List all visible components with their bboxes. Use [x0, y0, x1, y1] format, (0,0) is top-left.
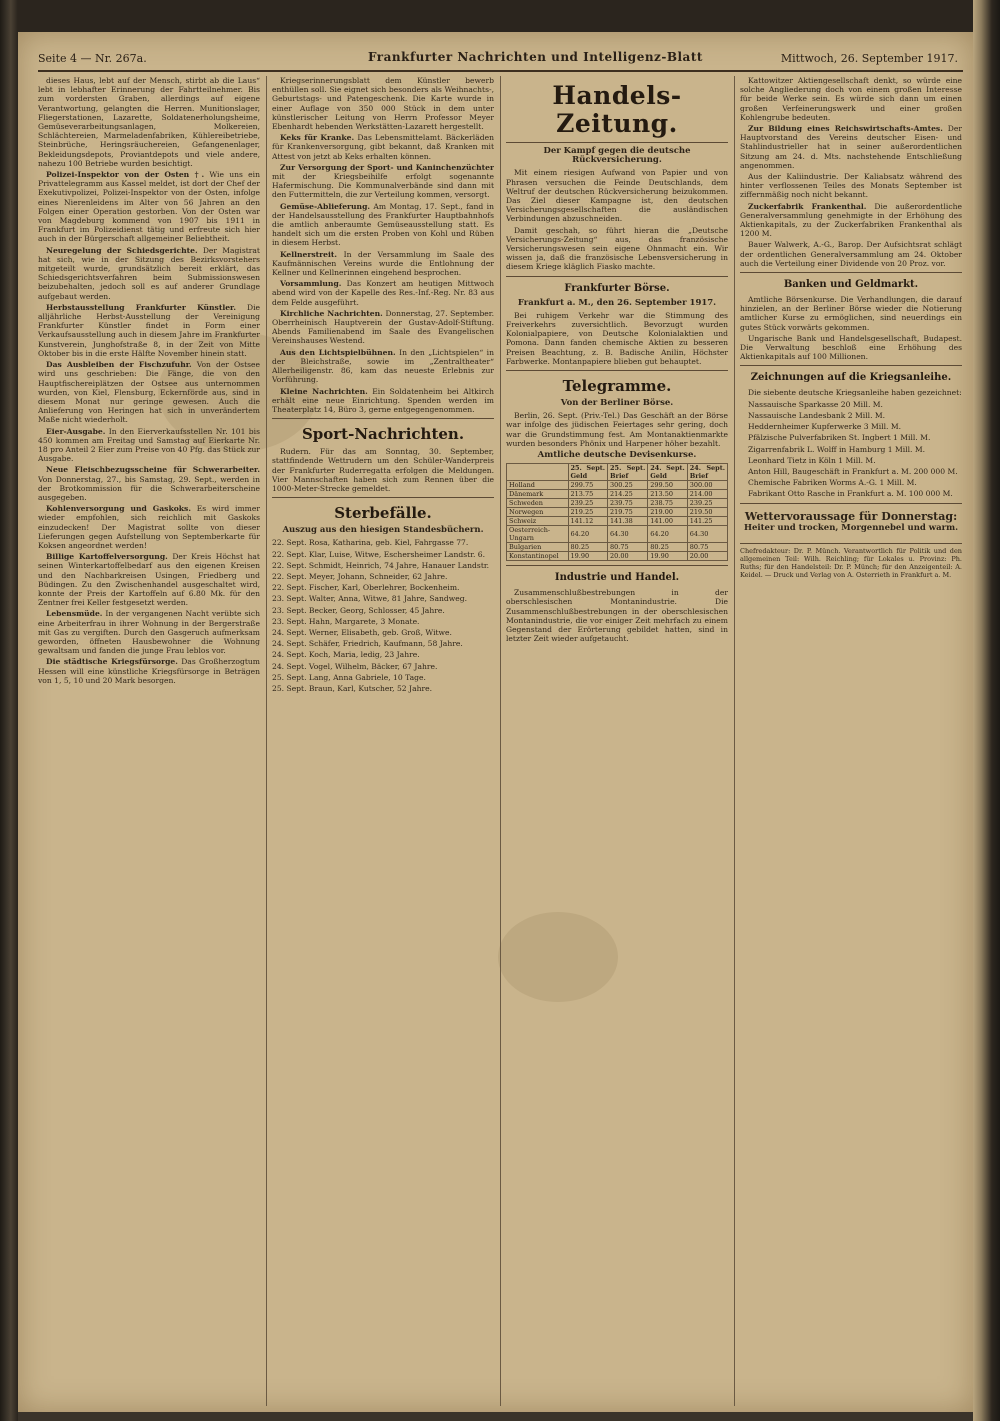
table-cell: 80.75: [687, 543, 727, 552]
list-item: Anton Hill, Baugeschäft in Frankfurt a. M. 200 000 M.: [748, 466, 958, 476]
table-row: [507, 526, 728, 543]
article-text: Das Konzert am heutigen Mittwoch abend wird von der Kapelle des Res.-Inf.-Reg. Nr. 83 aus dem Felde ausgeführt.: [272, 279, 494, 307]
article-paragraph: [38, 360, 260, 424]
table-cell: Holland: [507, 481, 569, 490]
book-binding: [0, 0, 18, 1421]
death-notice: 24. Sept. Koch, Maria, ledig, 23 Jahre.: [272, 650, 420, 660]
article-text: Bauer Walwerk, A.-G., Barop. Der Aufsichtsrat schlägt der ordentlichen Generalversammlung am 24. Oktober auch die Verteilung einer Dividende von 20 Proz. vor.: [740, 240, 962, 268]
section-rule: [506, 565, 728, 566]
table-body: [507, 481, 728, 561]
death-notice: 22. Sept. Klar, Luise, Witwe, Eschersheimer Landstr. 6.: [272, 549, 486, 559]
table-cell: Oesterreich-Ungarn: [507, 526, 569, 543]
death-notice: 22. Sept. Rosa, Katharina, geb. Kiel, Fahrgasse 77.: [272, 538, 469, 548]
table-cell: 141.00: [648, 517, 688, 526]
article-text: Kriegserinnerungsblatt dem Künstler bewerb enthüllen soll. Sie eignet sich besonders als Weihnachts-, Geburtstags- und Patengeschenk. Die Karte wurde in einer Auflage von 350 000 Stück in dem unter künstlerischer Leitung von Herrn Professor Meyer Ebenhardt hebenden Werkstätten-Lazarett hergestellt.: [272, 76, 494, 132]
article-heading: Billige Kartoffelversorgung.: [46, 552, 168, 562]
article-text: Am Montag, 17. Sept., fand in der Handelsausstellung des Frankfurter Hauptbahnhofs die amtlich anberaumte Gemüseausstellung statt. Es handelt sich um die ersten Proben von Kohl und Rüben in diesem Herbst.: [272, 201, 494, 248]
article-heading: Kellnerstreit.: [280, 249, 338, 259]
article-paragraph: [38, 170, 260, 244]
article-heading: Aus den Lichtspielbühnen.: [280, 347, 396, 357]
article-paragraph: [272, 348, 494, 385]
table-cell: 64.30: [608, 526, 648, 543]
newspaper-page: [18, 32, 973, 1412]
section-rule: [506, 370, 728, 371]
article-paragraph: [272, 250, 494, 278]
table-cell: 300.25: [608, 481, 648, 490]
table-row: [507, 490, 728, 499]
section-rule: [506, 142, 728, 143]
page-number: Seite 4 — Nr. 267a.: [38, 52, 147, 65]
article-heading: Kirchliche Nachrichten.: [280, 308, 383, 318]
telegrams-section-title: Telegramme.: [562, 377, 672, 396]
table-cell: Konstantinopel: [507, 552, 569, 561]
masthead: Frankfurter Nachrichten und Intelligenz-Blatt: [368, 50, 703, 64]
table-cell: 214.00: [687, 490, 727, 499]
article-paragraph: [272, 279, 494, 307]
column-local-news: [38, 76, 260, 1406]
exchange-section-title: Frankfurter Börse.: [564, 282, 670, 294]
article-heading: Lebensmüde.: [46, 609, 103, 619]
article-text: dieses Haus, lebt auf der Mensch, stirbt ab die Laus“ lebt in lebhafter Erinnerung der Fahrtteilnehmer. Bis zum vordersten Graben, allerdings auf eigene Verantwortung, gelangten die Herren. Munitionslager, Fliegerstationen, Lazarette, Soldatenerholungsheime, Gemüseverarbeitungsanlagen, Molkereien, Schlächtereien, Marmeladenfabriken, Kühlereibetriebe, Steinbrüche, Heringsräuchereien, Gefangenenlager, Bekleidungsdepots, Proviantdepots und viele andere, nahezu 100 Betriebe wurden besichtigt.: [38, 76, 260, 168]
death-notice: 22. Sept. Schmidt, Heinrich, 74 Jahre, Hanauer Landstr.: [272, 560, 490, 570]
scan-right-edge: [973, 0, 1000, 1421]
deaths-list: [272, 538, 494, 693]
article-heading: Keks für Kranke.: [280, 133, 355, 143]
article-text: Rudern. Für das am Sonntag, 30. September, stattfindende Wettrudern um den Schüler-Wanderpreis der Frankfurter Ruderregatta erfolgen die Meldungen. Vier Mannschaften haben sich zum Rennen über die 1000-Meter-Strecke gemeldet.: [272, 447, 494, 493]
article-paragraph: [272, 163, 494, 200]
list-item: Heddernheimer Kupferwerke 3 Mill. M.: [748, 422, 902, 432]
article-text: Die außerordentliche Generalversammlung genehmigte in der Erhöhung des Aktienkapitals, zu der Zuckerfabriken Frankenthal als 1200 M.: [740, 201, 962, 239]
death-notice: 22. Sept. Meyer, Johann, Schneider, 62 Jahre.: [272, 571, 448, 581]
article-heading: Vorsammlung.: [280, 279, 342, 289]
article-paragraph: [272, 202, 494, 248]
article-heading: Zur Bildung eines Reichswirtschafts-Amtes.: [748, 124, 943, 134]
table-cell: 300.00: [687, 481, 727, 490]
death-notice: 23. Sept. Hahn, Margarete, 3 Monate.: [272, 616, 420, 626]
table-row: [507, 499, 728, 508]
deaths-subtitle: Auszug aus den hiesigen Standesbüchern.: [282, 525, 484, 536]
war-loan-list: [740, 388, 962, 498]
table-cell: 80.75: [608, 543, 648, 552]
banking-section-title: Banken und Geldmarkt.: [783, 279, 919, 291]
page-header: [38, 46, 958, 68]
article-heading: Kleine Nachrichten.: [280, 386, 368, 396]
article-heading: Das Ausbleiben der Fischzufuhr.: [46, 360, 192, 370]
article-text: Zusammenschlußbestrebungen in der oberschlesischen Montanindustrie. Die Zusammenschlußbestrebungen in der oberschlesischen Montanindustrie, die vor einiger Zeit mehrfach zu einem Gegenstand der Erörterung gebildet hatten, sind in letzter Zeit wieder aufgetaucht.: [506, 588, 728, 644]
column-divider: [734, 76, 735, 1406]
article-text: Ungarische Bank und Handelsgesellschaft, Budapest. Die Verwaltung beschloß eine Erhöhung des Aktienkapitals auf 100 Millionen.: [740, 333, 962, 362]
table-cell: 20.00: [608, 552, 648, 561]
table-row: [507, 481, 728, 490]
article-text: Damit geschah, so führt hieran die „Deutsche Versicherungs-Zeitung“ aus, das französische Versicherungswesen sein eigene Ohnmacht ein. Wir wissen ja, daß die französische Lebensversicherung in diesem Kriege kläglich Fiasko machte.: [506, 225, 728, 272]
column-commerce: [506, 76, 728, 1406]
article-text: Das Großherzogtum Hessen will eine künstliche Kriegsfürsorge in Beträgen von 1, 5, 10 und 20 Mark besorgen.: [38, 657, 260, 685]
imprint: Chefredakteur: Dr. P. Münch. Verantwortlich für Politik und den allgemeinen Teil: Wilh. Reichling; für Lokales u. Provinz: Ph. Ruths; für den Handelsteil: Dr. P. Münch; für den Anzeigenteil: A. Keidel. — Druck und Verlag von A. Osterrieth in Frankfurt a. M.: [740, 543, 962, 579]
section-rule: [740, 365, 962, 366]
table-header-cell: 25. Sept. Brief: [608, 464, 648, 481]
weather-forecast-title: Wettervoraussage für Donnerstag:: [744, 509, 958, 523]
table-cell: 219.00: [648, 508, 688, 517]
article-text: Die alljährliche Herbst-Ausstellung der Vereinigung Frankfurter Künstler findet in Form einer Verkaufsausstellung auch in diesem Jahre im Frankfurter Kunstverein, Junghofstraße 8, in der Zeit von Mitte Oktober bis in die erste Hälfte November hinein statt.: [38, 302, 260, 358]
article-text: In den „Lichtspielen“ in der Bleichstraße, sowie im „Zentraltheater“ Allerheiligenstr. 86, kam das neueste Erlebnis zur Vorführung.: [272, 347, 494, 385]
article-paragraph: [272, 133, 494, 161]
article-paragraph: [38, 303, 260, 358]
table-cell: 20.00: [687, 552, 727, 561]
section-rule: [506, 276, 728, 277]
column-divider: [500, 76, 501, 1406]
table-cell: 219.75: [608, 508, 648, 517]
table-cell: 239.75: [608, 499, 648, 508]
article-paragraph: [272, 309, 494, 346]
table-row: [507, 517, 728, 526]
death-notice: 24. Sept. Schäfer, Friedrich, Kaufmann, 58 Jahre.: [272, 639, 463, 649]
table-cell: 64.20: [648, 526, 688, 543]
table-cell: 64.20: [568, 526, 608, 543]
currency-rates-table: [506, 463, 728, 561]
article-paragraph: [272, 387, 494, 415]
article-paragraph: [38, 427, 260, 464]
article-heading: Polizei-Inspektor von der Osten †.: [46, 170, 205, 180]
table-cell: 213.75: [568, 490, 608, 499]
table-cell: 299.75: [568, 481, 608, 490]
article-text: Ein Soldatenheim bei Altkirch erhält eine neue Einrichtung. Spenden werden im Theaterplatz 14, Büro 3, gerne entgegengenommen.: [272, 386, 494, 414]
table-cell: 239.25: [568, 499, 608, 508]
death-notice: 25. Sept. Lang, Anna Gabriele, 10 Tage.: [272, 672, 426, 682]
death-notice: 23. Sept. Walter, Anna, Witwe, 81 Jahre, Sandweg.: [272, 594, 468, 604]
table-header-row: [507, 464, 728, 481]
article-text: Von Donnerstag, 27., bis Samstag, 29. Sept., werden in der Brotkommission für die Schwerarbeiterscheine ausgegeben.: [38, 474, 260, 502]
table-cell: Schweden: [507, 499, 569, 508]
table-cell: 299.50: [648, 481, 688, 490]
table-cell: Dänemark: [507, 490, 569, 499]
death-notice: 25. Sept. Braun, Karl, Kutscher, 52 Jahre.: [272, 683, 433, 693]
table-cell: 19.90: [568, 552, 608, 561]
article-text: In der vergangenen Nacht verübte sich eine Arbeiterfrau in ihrer Wohnung in der Bergerstraße mit Gas zu vergiften. Durch den Gasgeruch aufmerksam geworden, öffneten Hausbewohner die Wohnung gewaltsam und fanden die junge Frau leblos vor.: [38, 609, 260, 656]
article-text: Es wird immer wieder empfohlen, sich reichlich mit Gaskoks einzudecken! Der Magistrat sollte von dieser Lieferungen gegen Aufstellung von Septemberkarte für Koksen angeordnet werden!: [38, 504, 260, 550]
article-heading: Zuckerfabrik Frankenthal.: [748, 201, 867, 211]
article-text: Das Lebensmittelamt. Bäckerläden für Krankenversorgung, gibt bekannt, daß Kranken mit Attest von jetzt ab Keks erhalten können.: [272, 133, 494, 161]
table-cell: Schweiz: [507, 517, 569, 526]
article-text: Der Hauptvorstand des Vereins deutscher Eisen- und Stahlindustrieller hat in seiner außerordentlichen Sitzung am 24. d. Mts. nachstehende Entschließung angenommen.: [740, 124, 962, 170]
article-heading: Neuregelung der Schiedsgerichte.: [46, 245, 198, 255]
article-heading: Der Kampf gegen die deutsche Rückversicherung.: [543, 146, 691, 166]
table-cell: 141.25: [687, 517, 727, 526]
table-header-cell: 24. Sept. Geld: [648, 464, 688, 481]
death-notice: 23. Sept. Becker, Georg, Schlosser, 45 Jahre.: [272, 605, 445, 615]
table-header-cell: 25. Sept. Geld: [568, 464, 608, 481]
header-rule: [38, 70, 963, 72]
table-cell: 141.12: [568, 517, 608, 526]
article-heading: Zur Versorgung der Sport- und Kaninchenzüchter: [280, 162, 494, 172]
section-rule: [272, 418, 494, 419]
article-text: Amtliche Börsenkurse. Die Verhandlungen, die darauf hinzielen, an der Berliner Börse wieder die Notierung amtlicher Kurse zu ermöglichen, sind neuerdings ein gutes Stück vorwärts gekommen.: [740, 295, 962, 332]
issue-date: Mittwoch, 26. September 1917.: [780, 52, 958, 65]
article-paragraph: [740, 202, 962, 239]
article-text: mit der Kriegsbeihilfe erfolgt sogenannte Hafermischung. Die Kommunalverbände sind dann mit den Futtermitteln, die zur Verteilung kommen, versorgt.: [272, 172, 494, 200]
list-item: Die siebente deutsche Kriegsanleihe haben gezeichnet:: [748, 388, 962, 398]
article-text: In den Eierverkaufsstellen Nr. 101 bis 450 kommen am Freitag und Samstag auf Eierkarte Nr. 18 pro Anteil 2 Eier zum Preise von 40 Pfg. das Stück zur Ausgabe.: [38, 426, 260, 464]
article-heading: Neue Fleischbezugsscheine für Schwerarbeiter.: [46, 465, 260, 475]
list-item: Chemische Fabriken Worms A.-G. 1 Mill. M.: [748, 478, 917, 488]
column-misc-news: [272, 76, 494, 1406]
table-cell: Norwegen: [507, 508, 569, 517]
industry-section-title: Industrie und Handel.: [554, 572, 680, 584]
article-text: Von der Ostsee wird uns geschrieben: Die Fänge, die von den Hauptfischereiplätzen der Ostsee aus unternommen wurden, von Kiel, Flensburg, Eckernförde aus, sind in diesem Monat nur geringe gewesen. Auch die Anlieferung von Heringen hat sich in unverändertem Maße nicht wiederholt.: [38, 360, 260, 425]
article-paragraph: [38, 465, 260, 502]
table-cell: 219.50: [687, 508, 727, 517]
article-paragraph: [38, 657, 260, 685]
article-heading: Die städtische Kriegsfürsorge.: [46, 657, 178, 667]
weather-forecast-text: Heiter und trocken, Morgennebel und warm.: [743, 522, 959, 533]
section-rule: [272, 497, 494, 498]
article-heading: Kohlenversorgung und Gaskoks.: [46, 504, 191, 514]
article-paragraph: [38, 552, 260, 607]
article-text: Berlin, 26. Sept. (Priv.-Tel.) Das Geschäft an der Börse war infolge des jüdischen Feiertages sehr gering, doch war die Grundstimmung fest. Am Montanaktienmarkte wurden besonders Phönix und Harpener höher bezahlt.: [506, 411, 728, 448]
table-cell: Bulgarien: [507, 543, 569, 552]
table-cell: 64.30: [687, 526, 727, 543]
list-item: Leonhard Tietz in Köln 1 Mill. M.: [748, 455, 876, 465]
table-cell: 214.25: [608, 490, 648, 499]
table-cell: 239.25: [687, 499, 727, 508]
table-row: [507, 508, 728, 517]
list-item: Fabrikant Otto Rasche in Frankfurt a. M. 100 000 M.: [748, 489, 953, 499]
article-text: Kattowitzer Aktiengesellschaft denkt, so würde eine solche Angliederung doch von einem großen Interesse für beide Werke sein. Es würde sich dann um einen großen Verfeinerungswerk und einer großen Kohlengrube bedeuten.: [740, 76, 962, 122]
column-divider: [266, 76, 267, 1406]
list-item: Nassauische Sparkasse 20 Mill. M.: [748, 399, 883, 409]
article-paragraph: [38, 504, 260, 550]
article-text: Wie uns ein Privattelegramm aus Kassel meldet, ist dort der Chef der Exekutivpolizei, Polizei-Inspektor von der Osten, infolge eines Nierenleidens im Alter von 56 Jahren an den Folgen einer Operation gestorben. Von der Osten war von Magdeburg kommend von 1907 bis 1911 in Frankfurt im Polizeidienst tätig und erfreute sich hier auch in der Bürgerschaft allgemeiner Beliebtheit.: [38, 170, 260, 244]
death-notice: 22. Sept. Fischer, Karl, Oberlehrer, Bockenheim.: [272, 583, 460, 593]
table-cell: 19.90: [648, 552, 688, 561]
sports-section-title: Sport-Nachrichten.: [301, 425, 465, 444]
article-paragraph: [38, 246, 260, 301]
table-cell: 213.50: [648, 490, 688, 499]
telegrams-subtitle: Von der Berliner Börse.: [560, 398, 674, 409]
article-heading: Eier-Ausgabe.: [46, 426, 106, 436]
article-text: Aus der Kaliindustrie. Der Kaliabsatz während des hinter verflossenen Teiles des Monats September ist ziffernmäßig noch nicht bekannt.: [740, 172, 962, 200]
table-cell: 238.75: [648, 499, 688, 508]
table-header-cell: 24. Sept. Brief: [687, 464, 727, 481]
deaths-section-title: Sterbefälle.: [334, 504, 432, 523]
table-cell: 141.38: [608, 517, 648, 526]
list-item: Pfälzische Pulverfabriken St. Ingbert 1 Mill. M.: [748, 433, 931, 443]
table-cell: 80.25: [648, 543, 688, 552]
article-text: Bei ruhigem Verkehr war die Stimmung des Freiverkehrs zuversichtlich. Bevorzugt wurden Kolonialpapiere, von Deutsche Kolonialaktien und Pomona. Dann fanden chemische Aktien zu besseren Preisen Beachtung, z. B. Badische Anilin, Höchster Farbwerke. Montanpapiere blieben gut behauptet.: [506, 310, 728, 366]
article-paragraph: [38, 609, 260, 655]
article-heading: Gemüse-Ablieferung.: [280, 201, 371, 211]
death-notice: 24. Sept. Vogel, Wilhelm, Bäcker, 67 Jahre.: [272, 661, 438, 671]
column-finance: [740, 76, 962, 1406]
exchange-dateline: Frankfurt a. M., den 26. September 1917.: [517, 297, 717, 308]
list-item: Nassauische Landesbank 2 Mill. M.: [748, 410, 886, 420]
article-paragraph: [740, 124, 962, 170]
war-loan-section-title: Zeichnungen auf die Kriegsanleihe.: [750, 372, 952, 384]
section-rule: [740, 272, 962, 273]
article-heading: Herbstausstellung Frankfurter Künstler.: [46, 302, 236, 312]
table-row: [507, 552, 728, 561]
table-header-cell: [507, 464, 569, 481]
article-text: Donnerstag, 27. September. Oberrheinisch Hauptverein der Gustav-Adolf-Stiftung. Abends Familienabend im Saale des Evangelischen Vereinshauses Westend.: [272, 308, 494, 346]
article-text: In der Versammlung im Saale des Kaufmännischen Vereins wurde die Entlohnung der Kellner und Kellnerinnen eingehend besprochen.: [272, 249, 494, 278]
commerce-section-title: Handels-Zeitung.: [552, 81, 682, 138]
article-text: Der Magistrat hat sich, wie in der Sitzung des Bezirksvorstehers mitgeteilt wurde, grundsätzlich bereit erklärt, das Schiedsgerichtsverfahren beim Submissionswesen beizubehalten, jedoch soll es auf anderer Grundlage aufgebaut werden.: [38, 245, 260, 301]
table-row: [507, 543, 728, 552]
death-notice: 24. Sept. Werner, Elisabeth, geb. Groß, Witwe.: [272, 627, 452, 637]
currency-table-title: Amtliche deutsche Devisenkurse.: [537, 450, 697, 461]
table-cell: 80.25: [568, 543, 608, 552]
article-text: Mit einem riesigen Aufwand von Papier und von Phrasen versuchen die Feinde Deutschlands, dem Weltruf der deutschen Rückversicherung beizukommen. Das Ziel dieser Kampagne ist, den deutschen Versicherungsgesellschaften die ausländischen Verbindungen abzuschneiden.: [506, 168, 728, 224]
list-item: Zigarrenfabrik L. Wolff in Hamburg 1 Mill. M.: [748, 444, 926, 454]
scan-top-border: [0, 0, 1000, 32]
section-rule: [740, 503, 962, 504]
table-cell: 219.25: [568, 508, 608, 517]
article-text: Der Kreis Höchst hat seinen Winterkartoffelbedarf aus den eigenen Kreisen und den Nachbarkreisen Usingen, Friedberg und Büdingen. Zu den Zwischenhandel ausgeschaltet wird, konnte der Preis der Kartoffeln auf 6.80 Mk. für den Zentner frei Keller festgesetzt werden.: [38, 552, 260, 608]
